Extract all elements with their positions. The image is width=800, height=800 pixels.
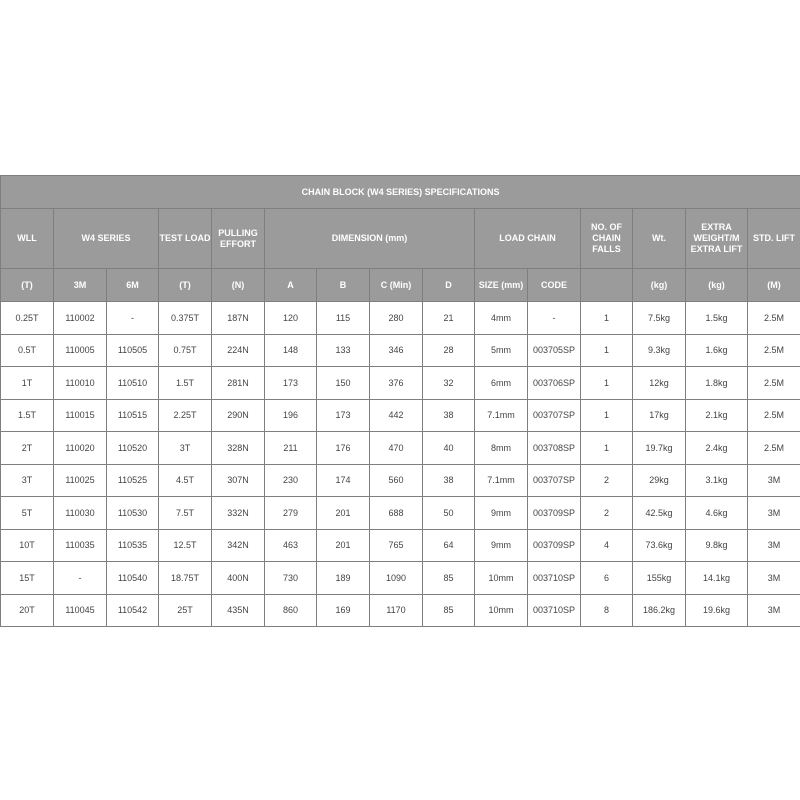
table-cell: 307N [212, 464, 265, 497]
table-cell: 15T [1, 562, 54, 595]
table-cell: 110515 [107, 399, 159, 432]
table-cell: 3M [748, 497, 800, 530]
table-cell: 4.6kg [686, 497, 748, 530]
table-cell: 281N [212, 367, 265, 400]
header-w4-series: W4 SERIES [54, 209, 159, 269]
table-cell: 3M [748, 529, 800, 562]
table-cell: 688 [370, 497, 423, 530]
table-cell: 8 [581, 594, 633, 627]
table-cell: 003707SP [528, 464, 581, 497]
table-cell: 17kg [633, 399, 686, 432]
table-cell: 110520 [107, 432, 159, 465]
table-row [1, 562, 800, 595]
table-cell: 110540 [107, 562, 159, 595]
table-cell: 110035 [54, 529, 107, 562]
table-cell: 765 [370, 529, 423, 562]
table-cell: 29kg [633, 464, 686, 497]
unit-header-cell: A [265, 269, 317, 302]
header-pulling-effort: PULLING EFFORT [212, 209, 265, 269]
table-cell: 560 [370, 464, 423, 497]
table-cell: 003708SP [528, 432, 581, 465]
table-cell: 133 [317, 334, 370, 367]
table-cell: 187N [212, 302, 265, 335]
table-cell: 120 [265, 302, 317, 335]
unit-header-cell: B [317, 269, 370, 302]
table-cell: 201 [317, 497, 370, 530]
table-cell: 10mm [475, 594, 528, 627]
table-cell: 19.7kg [633, 432, 686, 465]
table-cell: - [54, 562, 107, 595]
header-load-chain: LOAD CHAIN [475, 209, 581, 269]
table-cell: 10T [1, 529, 54, 562]
table-row [1, 497, 800, 530]
table-cell: 110510 [107, 367, 159, 400]
table-row [1, 399, 800, 432]
table-cell: 2.4kg [686, 432, 748, 465]
table-cell: 14.1kg [686, 562, 748, 595]
table-cell: 003710SP [528, 594, 581, 627]
table-cell: 7.5kg [633, 302, 686, 335]
table-cell: 003709SP [528, 529, 581, 562]
table-cell: 9.8kg [686, 529, 748, 562]
table-cell: 18.75T [159, 562, 212, 595]
table-cell: 7.1mm [475, 464, 528, 497]
table-cell: 6 [581, 562, 633, 595]
unit-header-cell: (kg) [686, 269, 748, 302]
table-cell: 0.25T [1, 302, 54, 335]
table-cell: 196 [265, 399, 317, 432]
table-cell: 155kg [633, 562, 686, 595]
header-test-load: TEST LOAD [159, 209, 212, 269]
table-row [1, 432, 800, 465]
table-cell: 003707SP [528, 399, 581, 432]
table-row [1, 464, 800, 497]
unit-header-cell: C (Min) [370, 269, 423, 302]
table-cell: 19.6kg [686, 594, 748, 627]
table-cell: 730 [265, 562, 317, 595]
header-dimension: DIMENSION (mm) [265, 209, 475, 269]
table-cell: 279 [265, 497, 317, 530]
table-cell: 2.5M [748, 334, 800, 367]
table-cell: 1.5kg [686, 302, 748, 335]
table-cell: 0.375T [159, 302, 212, 335]
table-cell: 003710SP [528, 562, 581, 595]
unit-header-cell: (M) [748, 269, 800, 302]
table-cell: 1.6kg [686, 334, 748, 367]
table-cell: 3M [748, 594, 800, 627]
table-cell: 110030 [54, 497, 107, 530]
table-cell: 2.5M [748, 399, 800, 432]
table-cell: 2.25T [159, 399, 212, 432]
table-cell: 003705SP [528, 334, 581, 367]
table-cell: 110002 [54, 302, 107, 335]
table-cell: 4mm [475, 302, 528, 335]
unit-header-cell: (N) [212, 269, 265, 302]
unit-header-cell: 3M [54, 269, 107, 302]
table-cell: 110535 [107, 529, 159, 562]
table-row [1, 302, 800, 335]
table-cell: 1 [581, 399, 633, 432]
table-cell: 9mm [475, 497, 528, 530]
table-cell: 85 [423, 562, 475, 595]
table-cell: 174 [317, 464, 370, 497]
unit-header-cell: (T) [159, 269, 212, 302]
table-cell: 003709SP [528, 497, 581, 530]
table-cell: 0.5T [1, 334, 54, 367]
table-cell: 332N [212, 497, 265, 530]
table-cell: 7.1mm [475, 399, 528, 432]
table-cell: 328N [212, 432, 265, 465]
table-cell: 110025 [54, 464, 107, 497]
table-cell: 1 [581, 367, 633, 400]
table-cell: 189 [317, 562, 370, 595]
table-cell: 12.5T [159, 529, 212, 562]
unit-header-cell: CODE [528, 269, 581, 302]
table-cell: 1 [581, 432, 633, 465]
table-cell: 3T [1, 464, 54, 497]
unit-header-cell: (kg) [633, 269, 686, 302]
table-row [1, 334, 800, 367]
unit-header-cell: (T) [1, 269, 54, 302]
unit-header-row [1, 269, 800, 302]
table-cell: 1.5T [1, 399, 54, 432]
table-cell: 6mm [475, 367, 528, 400]
table-cell: 173 [317, 399, 370, 432]
table-cell: 1 [581, 334, 633, 367]
table-cell: 1.5T [159, 367, 212, 400]
table-cell: 110010 [54, 367, 107, 400]
table-cell: 150 [317, 367, 370, 400]
table-cell: 346 [370, 334, 423, 367]
table-cell: 2.5M [748, 302, 800, 335]
table-cell: 50 [423, 497, 475, 530]
table-title: CHAIN BLOCK (W4 SERIES) SPECIFICATIONS [1, 176, 800, 209]
table-cell: 12kg [633, 367, 686, 400]
table-cell: 201 [317, 529, 370, 562]
header-wll: WLL [1, 209, 54, 269]
table-cell: 10mm [475, 562, 528, 595]
table-cell: 186.2kg [633, 594, 686, 627]
table-cell: 73.6kg [633, 529, 686, 562]
table-cell: 64 [423, 529, 475, 562]
unit-header-cell: SIZE (mm) [475, 269, 528, 302]
table-cell: 1170 [370, 594, 423, 627]
table-cell: 38 [423, 399, 475, 432]
unit-header-cell: D [423, 269, 475, 302]
table-cell: 110005 [54, 334, 107, 367]
table-cell: 290N [212, 399, 265, 432]
table-cell: 110020 [54, 432, 107, 465]
table-cell: 5mm [475, 334, 528, 367]
table-cell: 211 [265, 432, 317, 465]
table-cell: 435N [212, 594, 265, 627]
table-cell: 2T [1, 432, 54, 465]
table-cell: 400N [212, 562, 265, 595]
table-cell: 3.1kg [686, 464, 748, 497]
table-cell: 003706SP [528, 367, 581, 400]
header-weight: Wt. [633, 209, 686, 269]
header-extra-weight: EXTRA WEIGHT/M EXTRA LIFT [686, 209, 748, 269]
table-cell: 2 [581, 497, 633, 530]
table-cell: 110530 [107, 497, 159, 530]
table-cell: 32 [423, 367, 475, 400]
table-cell: 8mm [475, 432, 528, 465]
table-cell: 230 [265, 464, 317, 497]
table-cell: 2.5M [748, 432, 800, 465]
table-cell: 376 [370, 367, 423, 400]
table-cell: 1T [1, 367, 54, 400]
table-cell: 20T [1, 594, 54, 627]
unit-header-cell [581, 269, 633, 302]
table-cell: 2.1kg [686, 399, 748, 432]
table-row [1, 367, 800, 400]
table-cell: 173 [265, 367, 317, 400]
table-cell: 5T [1, 497, 54, 530]
specifications-table [0, 175, 800, 627]
table-cell: 9mm [475, 529, 528, 562]
table-cell: 280 [370, 302, 423, 335]
header-std-lift: STD. LIFT [748, 209, 800, 269]
table-cell: 1 [581, 302, 633, 335]
table-cell: - [107, 302, 159, 335]
table-cell: 442 [370, 399, 423, 432]
table-cell: 176 [317, 432, 370, 465]
table-cell: 7.5T [159, 497, 212, 530]
table-cell: 2.5M [748, 367, 800, 400]
table-cell: 115 [317, 302, 370, 335]
table-cell: 1090 [370, 562, 423, 595]
table-body [1, 302, 800, 627]
table-cell: 9.3kg [633, 334, 686, 367]
header-chain-falls: NO. OF CHAIN FALLS [581, 209, 633, 269]
table-cell: 148 [265, 334, 317, 367]
table-cell: 463 [265, 529, 317, 562]
table-cell: 2 [581, 464, 633, 497]
table-cell: 169 [317, 594, 370, 627]
table-cell: 470 [370, 432, 423, 465]
table-cell: 860 [265, 594, 317, 627]
table-cell: - [528, 302, 581, 335]
table-cell: 1.8kg [686, 367, 748, 400]
table-cell: 110505 [107, 334, 159, 367]
table-cell: 342N [212, 529, 265, 562]
table-row [1, 529, 800, 562]
table-cell: 0.75T [159, 334, 212, 367]
table-cell: 110015 [54, 399, 107, 432]
table-cell: 21 [423, 302, 475, 335]
table-cell: 42.5kg [633, 497, 686, 530]
table-cell: 224N [212, 334, 265, 367]
table-cell: 3M [748, 464, 800, 497]
table-cell: 25T [159, 594, 212, 627]
table-cell: 110045 [54, 594, 107, 627]
table-cell: 3T [159, 432, 212, 465]
table-cell: 4.5T [159, 464, 212, 497]
table-cell: 38 [423, 464, 475, 497]
table-cell: 110525 [107, 464, 159, 497]
table-cell: 40 [423, 432, 475, 465]
table-cell: 4 [581, 529, 633, 562]
table-row [1, 594, 800, 627]
table-cell: 28 [423, 334, 475, 367]
table-cell: 110542 [107, 594, 159, 627]
unit-header-cell: 6M [107, 269, 159, 302]
table-cell: 3M [748, 562, 800, 595]
table-cell: 85 [423, 594, 475, 627]
